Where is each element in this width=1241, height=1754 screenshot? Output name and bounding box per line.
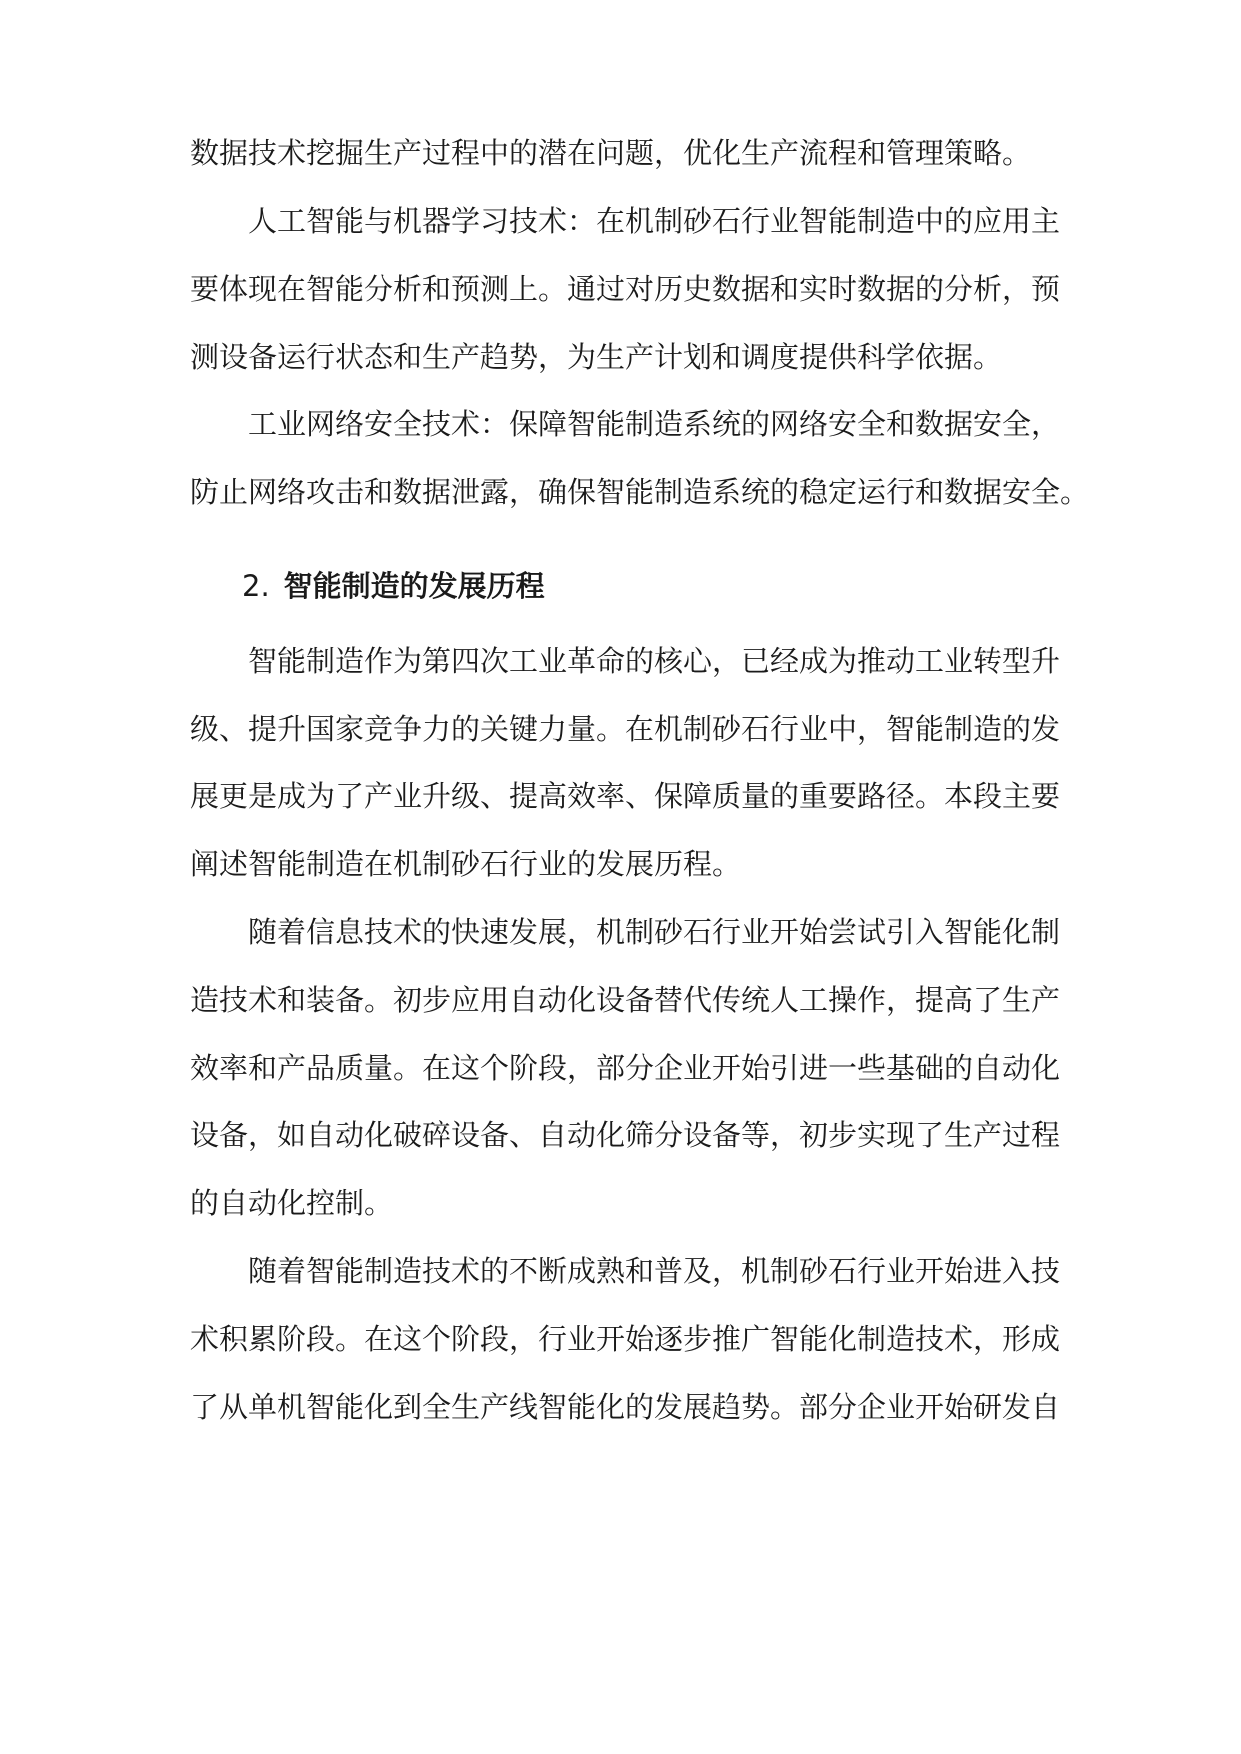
paragraph-line: 效率和产品质量。在这个阶段，部分企业开始引进一些基础的自动化 bbox=[190, 1051, 1061, 1085]
paragraph-line: 的自动化控制。 bbox=[190, 1186, 394, 1220]
paragraph-line: 随着智能制造技术的不断成熟和普及，机制砂石行业开始进入技 bbox=[248, 1254, 1061, 1288]
section-heading bbox=[242, 566, 545, 606]
paragraph-line: 展更是成为了产业升级、提高效率、保障质量的重要路径。本段主要 bbox=[190, 779, 1061, 813]
paragraph-line: 要体现在智能分析和预测上。通过对历史数据和实时数据的分析，预 bbox=[190, 272, 1061, 306]
paragraph-line: 工业网络安全技术：保障智能制造系统的网络安全和数据安全， bbox=[248, 407, 1061, 441]
paragraph-line: 防止网络攻击和数据泄露，确保智能制造系统的稳定运行和数据安全。 bbox=[190, 475, 1090, 509]
paragraph-line: 设备，如自动化破碎设备、自动化筛分设备等，初步实现了生产过程 bbox=[190, 1118, 1061, 1152]
paragraph-line: 术积累阶段。在这个阶段，行业开始逐步推广智能化制造技术，形成 bbox=[190, 1322, 1061, 1356]
paragraph-line: 级、提升国家竞争力的关键力量。在机制砂石行业中，智能制造的发 bbox=[190, 712, 1061, 746]
paragraph-line: 随着信息技术的快速发展，机制砂石行业开始尝试引入智能化制 bbox=[248, 915, 1061, 949]
paragraph-line: 阐述智能制造在机制砂石行业的发展历程。 bbox=[190, 847, 742, 881]
section-number: 2. bbox=[242, 569, 270, 603]
paragraph-line: 造技术和装备。初步应用自动化设备替代传统人工操作，提高了生产 bbox=[190, 983, 1061, 1017]
paragraph-line: 数据技术挖掘生产过程中的潜在问题，优化生产流程和管理策略。 bbox=[190, 136, 1032, 170]
paragraph-line: 了从单机智能化到全生产线智能化的发展趋势。部分企业开始研发自 bbox=[190, 1390, 1061, 1424]
paragraph-line: 测设备运行状态和生产趋势，为生产计划和调度提供科学依据。 bbox=[190, 340, 1003, 374]
section-title: 智能制造的发展历程 bbox=[283, 569, 545, 603]
paragraph-line: 智能制造作为第四次工业革命的核心，已经成为推动工业转型升 bbox=[248, 644, 1061, 678]
paragraph-line: 人工智能与机器学习技术：在机制砂石行业智能制造中的应用主 bbox=[248, 204, 1061, 238]
